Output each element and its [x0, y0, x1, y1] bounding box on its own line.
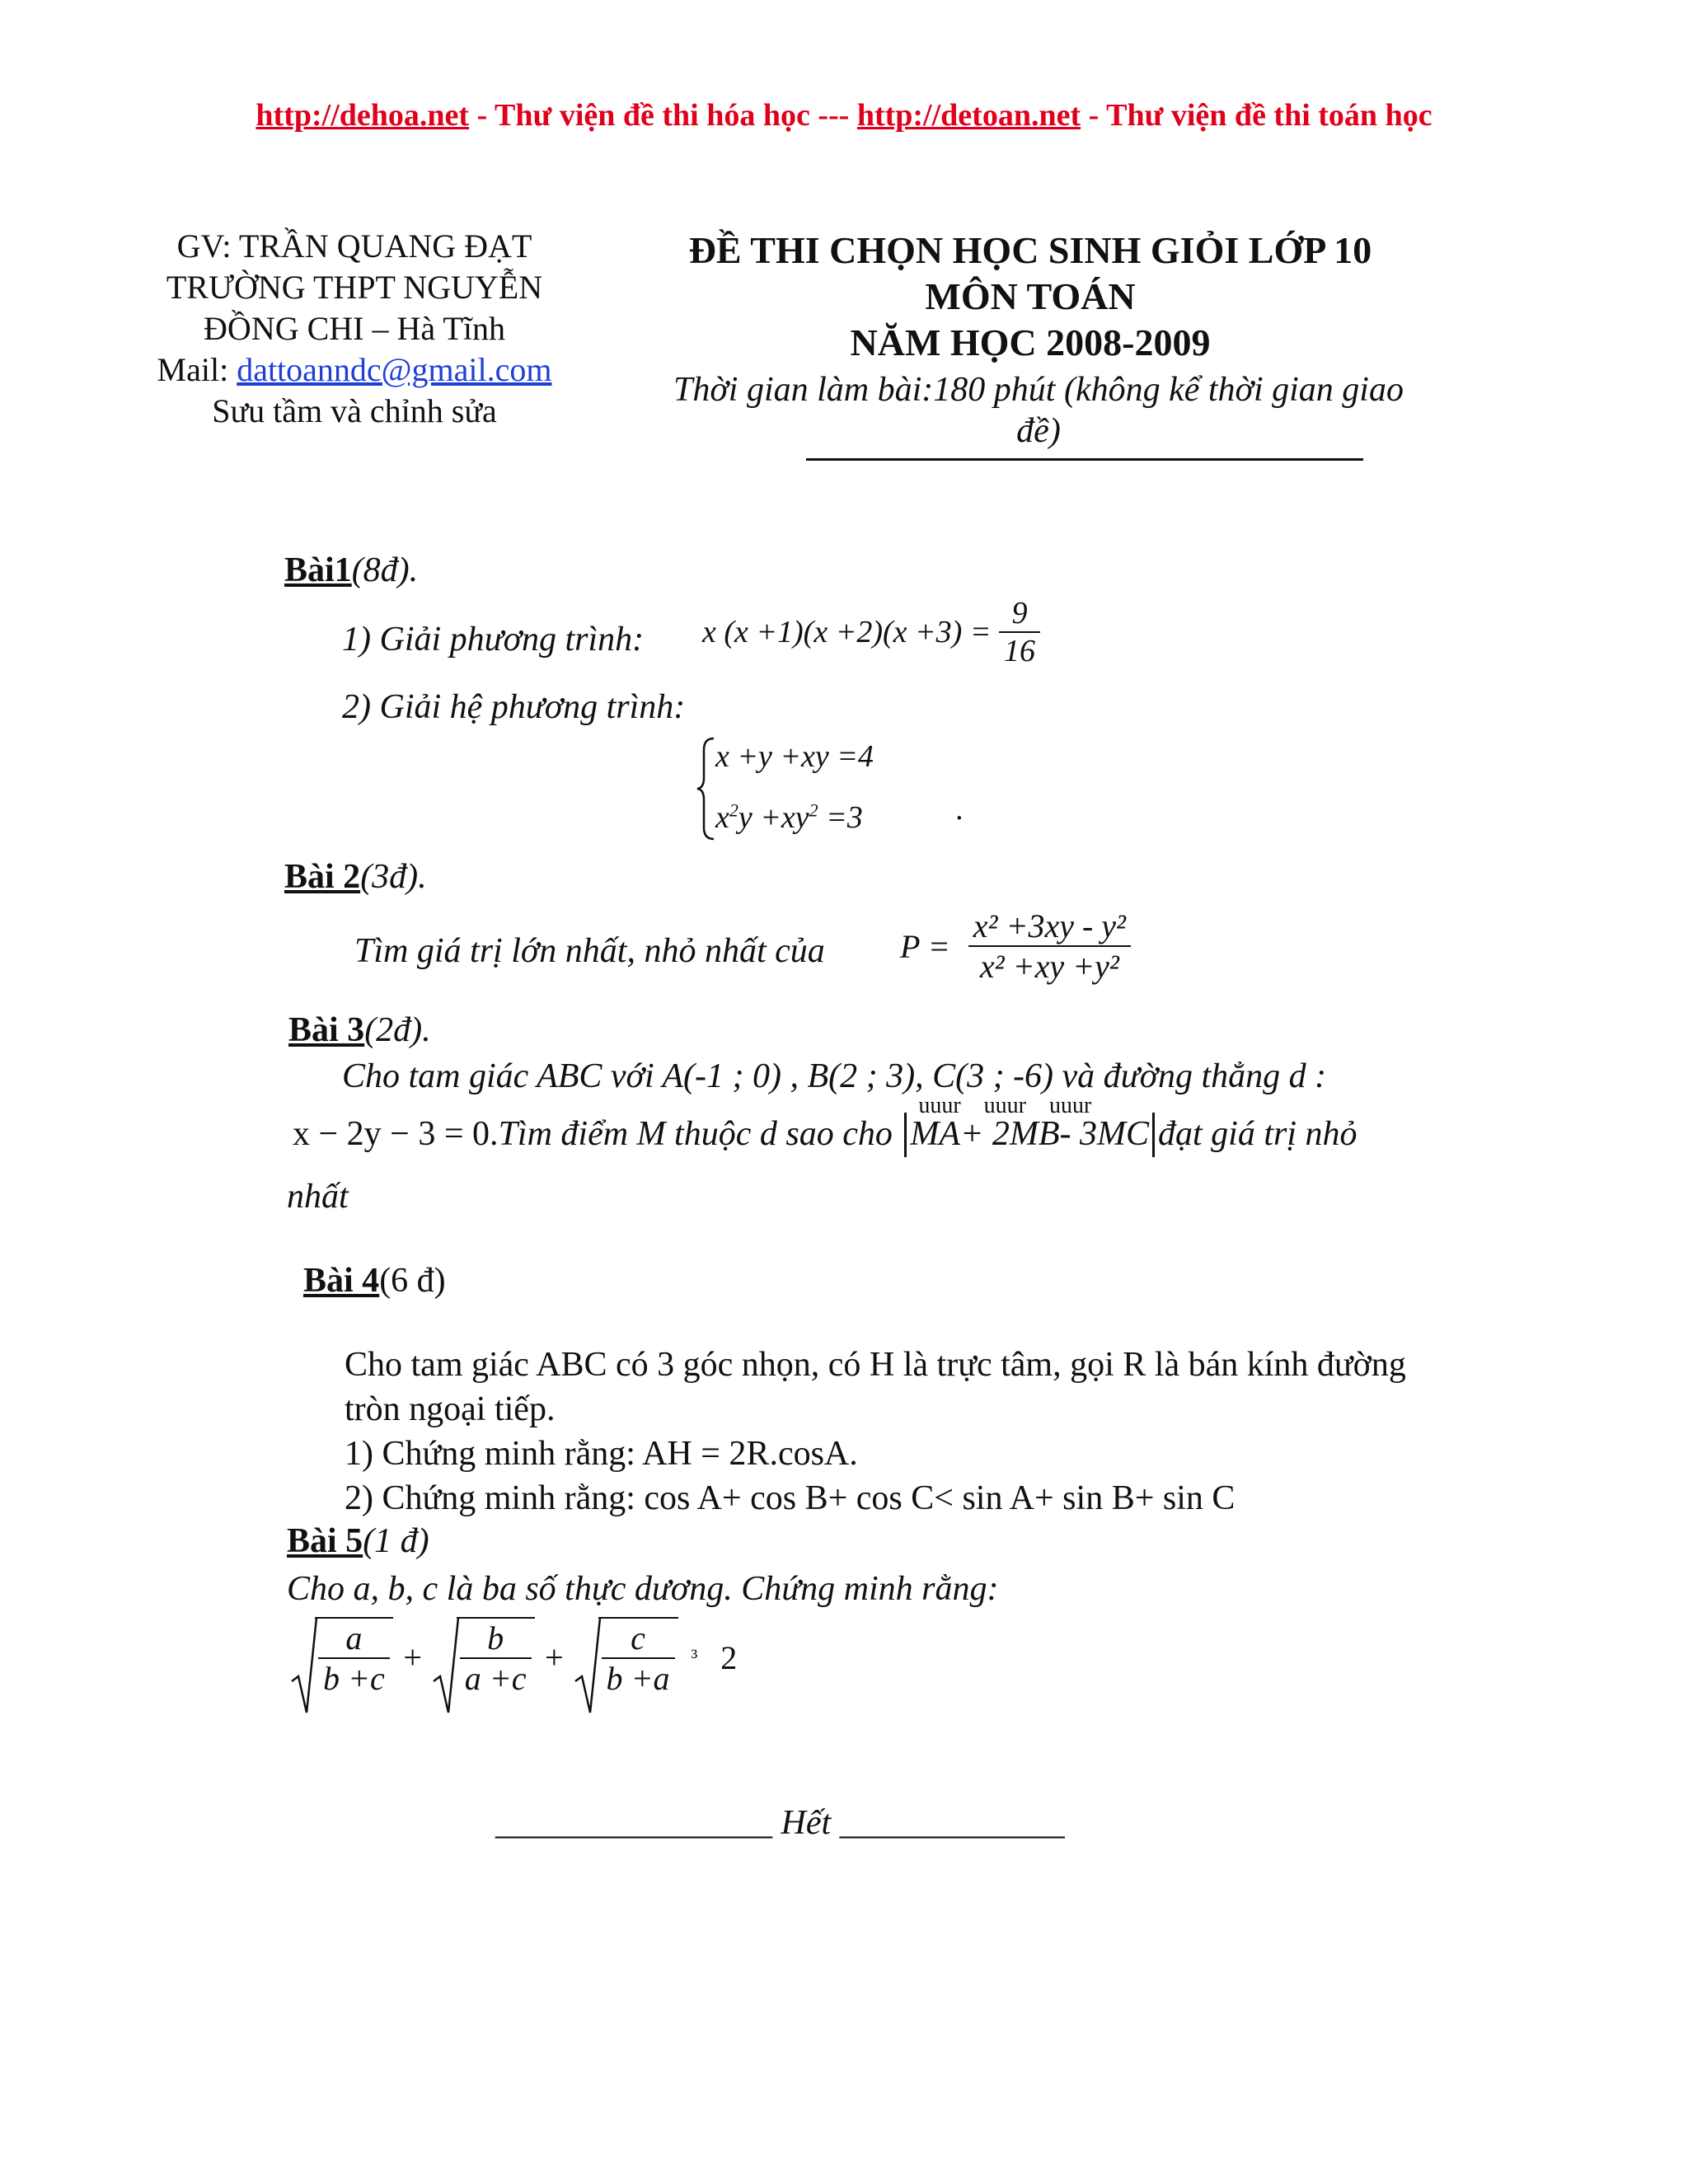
- bai3-line-3: nhất: [287, 1178, 349, 1216]
- bai3-label: Bài 3: [288, 1011, 365, 1049]
- bai1-eq1: [702, 595, 1040, 669]
- vector-expression: MA+ 2MB- 3MC: [910, 1115, 1149, 1153]
- bai5-heading: [287, 1521, 429, 1561]
- mail-link[interactable]: dattoanndc@gmail.com: [237, 351, 552, 388]
- p-num: x² +3xy - y²: [968, 907, 1131, 947]
- bai1-heading: [284, 551, 418, 590]
- system-eq-1: x +y +xy =4: [715, 739, 874, 774]
- bai4-points: (6 đ): [379, 1262, 446, 1300]
- bai2-points: (3đ).: [360, 858, 427, 896]
- time-line-1: Thời gian làm bài:180 phút (không kể thời gian giao: [673, 371, 1404, 409]
- bai3-question: Tìm điểm M thuộc d sao cho: [498, 1115, 893, 1153]
- sys2-exp2: 2: [809, 799, 818, 821]
- bai3-points: (2đ).: [364, 1011, 431, 1049]
- radical-sign-1: [290, 1617, 318, 1716]
- eq1-lhs: x (x +1)(x +2)(x +3) =: [702, 615, 992, 649]
- end-line-right: _____________: [839, 1804, 1065, 1842]
- sqrt-2: [432, 1617, 535, 1698]
- author-line-2: TRƯỜNG THPT NGUYỄN: [166, 269, 543, 306]
- line-equation: x − 2y − 3 = 0.: [293, 1115, 499, 1153]
- bai4-line-1: Cho tam giác ABC có 3 góc nhọn, có H là trực tâm, gọi R là bán kính đường: [345, 1346, 1406, 1384]
- mail-label: Mail:: [157, 351, 237, 388]
- header-text-2: - Thư viện đề thi toán học: [1081, 98, 1432, 133]
- end-marker: [478, 1764, 1065, 1843]
- header-text-1: - Thư viện đề thi hóa học ---: [469, 98, 857, 133]
- p-label: P =: [900, 927, 950, 965]
- bai2-heading: [284, 857, 427, 897]
- exam-title: [618, 227, 1442, 366]
- radical-sign-2: [432, 1617, 460, 1716]
- end-text: Hết: [772, 1804, 840, 1842]
- sys2-mid: y +xy: [738, 800, 809, 835]
- author-line-3: ĐỒNG CHI – Hà Tĩnh: [204, 310, 505, 347]
- p-den: x² +xy +y²: [979, 948, 1119, 985]
- bai4-line-2: tròn ngoại tiếp.: [345, 1390, 556, 1428]
- end-line-left: ________________: [495, 1804, 772, 1842]
- bai5-line-1: Cho a, b, c là ba số thực dương. Chứng minh rằng:: [287, 1570, 999, 1608]
- time-line-2: đề): [1016, 412, 1061, 450]
- title-line-2: MÔN TOÁN: [925, 275, 1136, 317]
- bai2-expression: [900, 907, 1131, 986]
- f2-den: a +c: [464, 1660, 527, 1697]
- f1-den: b +c: [323, 1660, 385, 1697]
- exam-time: [626, 369, 1451, 452]
- sys2-x: x: [715, 800, 729, 835]
- bai2-label: Bài 2: [284, 858, 361, 896]
- eq1-num: 9: [999, 595, 1040, 633]
- vector-arrows: uuur uuur uuur: [918, 1093, 1092, 1118]
- title-line-1: ĐỀ THI CHỌN HỌC SINH GIỎI LỚP 10: [688, 229, 1372, 271]
- bai3-line-1: Cho tam giác ABC với A(-1 ; 0) , B(2 ; 3), C(3 ; -6) và đường thẳng d :: [342, 1057, 1327, 1095]
- bai5-label: Bài 5: [287, 1522, 363, 1560]
- detoan-link[interactable]: http://detoan.net: [856, 98, 1081, 133]
- sys2-exp1: 2: [729, 799, 738, 821]
- sys2-rhs: =3: [818, 800, 863, 835]
- bai2-text: Tìm giá trị lớn nhất, nhỏ nhất của: [354, 932, 825, 970]
- plus-2: +: [542, 1638, 565, 1676]
- geq-symbol: ³: [691, 1645, 698, 1669]
- bai3-heading: [288, 1010, 431, 1050]
- dehoa-link[interactable]: http://dehoa.net: [256, 98, 470, 133]
- rhs-two: 2: [720, 1638, 738, 1676]
- author-mail: [115, 349, 593, 391]
- bai4-line-4-text: 2) Chứng minh rằng:: [345, 1479, 645, 1517]
- site-header: [0, 97, 1688, 134]
- bai4-line-4: [345, 1479, 1235, 1518]
- bai4-heading: [303, 1261, 446, 1301]
- p-fraction: [968, 907, 1131, 986]
- eq1-fraction: [999, 595, 1040, 669]
- radical-sign-3: [574, 1617, 602, 1716]
- f3-num: c: [602, 1619, 675, 1659]
- bai5-points: (1 đ): [363, 1522, 429, 1560]
- trig-inequality: cos A+ cos B+ cos C< sin A+ sin B+ sin C: [644, 1479, 1236, 1517]
- author-line-5: Sưu tầm và chỉnh sửa: [212, 392, 497, 429]
- bai3-line-2: [293, 1093, 1357, 1157]
- vector-norm: [904, 1093, 1155, 1157]
- f2-num: b: [460, 1619, 532, 1659]
- bai3-line-2-end: đạt giá trị nhỏ: [1157, 1115, 1357, 1153]
- sqrt-3: [574, 1617, 678, 1698]
- author-info: [115, 226, 593, 432]
- plus-1: +: [401, 1638, 424, 1676]
- bai4-label: Bài 4: [303, 1262, 380, 1300]
- author-line-1: GV: TRẦN QUANG ĐẠT: [176, 227, 532, 265]
- f3-den: b +a: [606, 1660, 670, 1697]
- title-divider: [806, 458, 1363, 461]
- bai1-q2: 2) Giải hệ phương trình:: [342, 688, 686, 726]
- bai1-label: Bài1: [284, 551, 352, 589]
- f1-num: a: [318, 1619, 390, 1659]
- title-line-3: NĂM HỌC 2008-2009: [850, 321, 1211, 363]
- system-eq-2: [715, 799, 863, 836]
- bai4-line-3: 1) Chứng minh rằng: AH = 2R.cosA.: [345, 1435, 858, 1473]
- sqrt-1: [290, 1617, 393, 1698]
- eq1-den: 16: [1003, 634, 1035, 668]
- bai1-points: (8đ).: [351, 551, 419, 589]
- bai5-inequality: [290, 1617, 737, 1698]
- system-dot: .: [956, 792, 964, 827]
- bai1-q1: 1) Giải phương trình:: [342, 621, 645, 658]
